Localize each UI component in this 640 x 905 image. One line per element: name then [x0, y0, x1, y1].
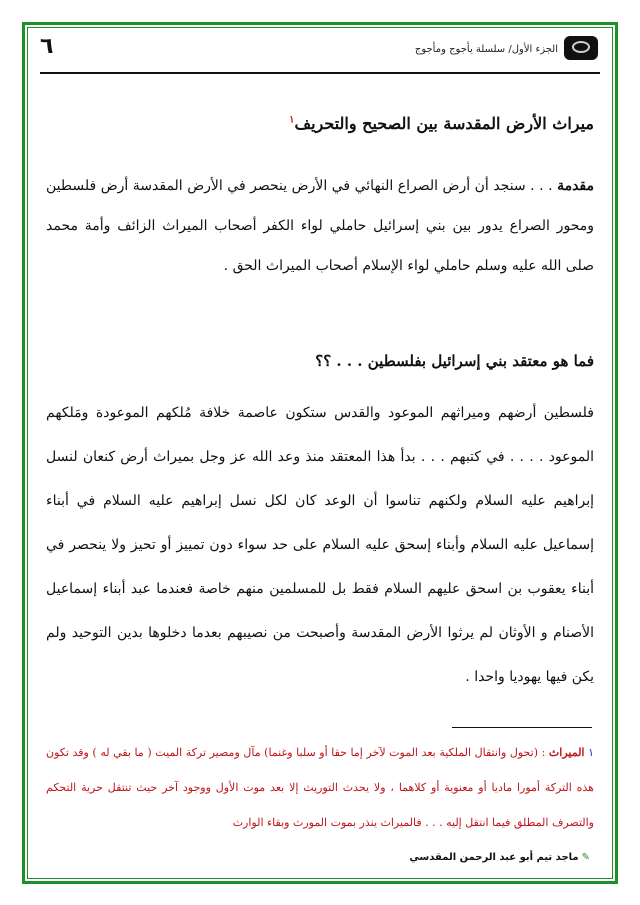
intro-paragraph	[46, 166, 594, 286]
footnote-divider	[452, 727, 592, 728]
intro-text: . . . سنجد أن أرض الصراع النهائي في الأرض ينحصر في الأرض المقدسة أرض فلسطين ومحور الصراع يدور بين بني إسرائيل حاملي لواء الكفر أصحاب الميراث الزائف وأمة محمد صلى الله عليه وسلم حاملي لواء الإسلام أصحاب الميراث الحق .	[46, 178, 594, 274]
title-footnote-ref: ١	[289, 114, 295, 126]
series-title: الجزء الأول/ سلسلة يأجوج ومأجوج	[414, 44, 558, 55]
footnote-term: الميراث	[548, 746, 585, 759]
intro-lead: مقدمة	[557, 178, 594, 194]
header-divider	[40, 72, 600, 74]
logo-icon	[564, 36, 598, 60]
author-name: ماجد تيم أبو عبد الرحمن المقدسي	[409, 852, 579, 863]
page-header	[40, 30, 600, 70]
footnote-text: : (تحول وانتقال الملكية بعد الموت لآخر إما حقا أو سلبا وغنما) مآل ومصير تركة الميت ( ما بقي له ) وقد تكون هذه التركة أمورا ماديا أو معنوية أو كلاهما ، ولا يحدث التوريث إلا بعد موت الأول ووجود آخر حيث تنتقل حرية التحكم والتصرف المطلق فيما انتقل إليه . . . فالميراث ينذر بموت المورث وبقاء الوارث	[46, 746, 594, 829]
page-number: ٦	[40, 34, 54, 59]
footnote	[46, 735, 594, 840]
section-title	[46, 114, 594, 133]
question-heading: فما هو معتقد بني إسرائيل بفلسطين . . . ؟؟	[315, 352, 594, 370]
body-paragraph: فلسطين أرضهم وميراثهم الموعود والقدس ستكون عاصمة خلافة مُلكهم الموعودة ومَلكهم الموعود . . . . في كتبهم . . . بدأ هذا المعتقد منذ وعد الله عز وجل بميراث أرض كنعان لنسل إبراهيم عليه السلام ولكنهم تناسوا أن الوعد كان لكل نسل إبراهيم عليه السلام في أبناء إسماعيل عليه السلام وأبناء إسحق عليه السلام على حد سواء دون تمييز أو تحيز ولا ينحصر في أبناء يعقوب بن اسحق عليهم السلام فقط بل للمسلمين منهم خاصة فعندما عبد أبناء إسماعيل الأصنام و الأوثان لم يرثوا الأرض المقدسة وأصبحت من نصيبهم بعدما دخلوها بدين التوحيد ولم يكن فيها يهوديا واحدا .	[46, 405, 594, 685]
section-title-text: ميراث الأرض المقدسة بين الصحيح والتحريف	[294, 114, 594, 133]
author-signature	[409, 852, 590, 863]
pen-icon: ✎	[581, 852, 590, 863]
footnote-number: ١	[588, 746, 595, 759]
